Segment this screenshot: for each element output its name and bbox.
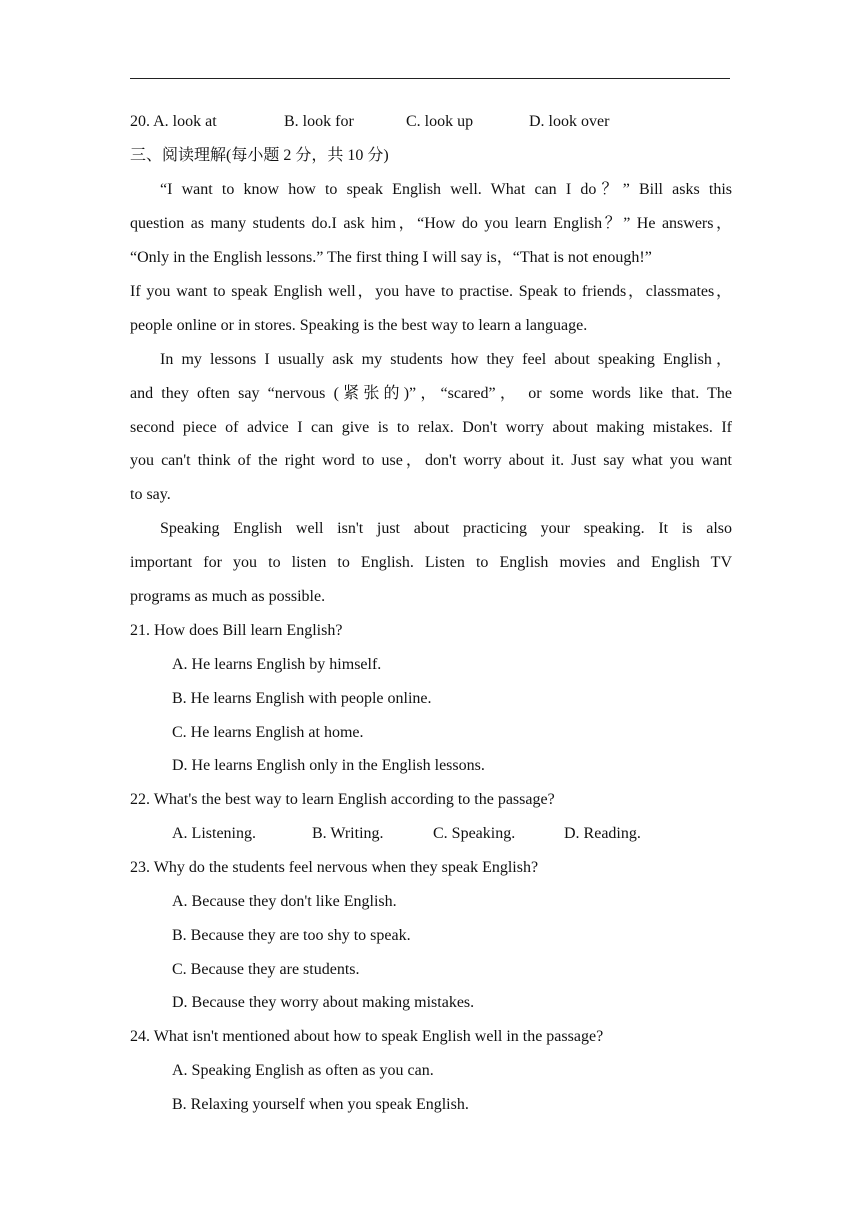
passage-line: In my lessons I usually ask my students how they feel about speaking English， [160, 351, 733, 368]
passage-line: second piece of advice I can give is to relax. Don't worry about making mistakes. If [130, 419, 732, 436]
header-rule [130, 78, 730, 79]
passage-line: If you want to speak English well，you have to practise. Speak to friends，classmates， [130, 283, 732, 300]
q22-stem: 22. What's the best way to learn English according to the passage? [130, 791, 555, 808]
q23-option-c: C. Because they are students. [172, 961, 360, 978]
q23-stem: 23. Why do the students feel nervous when they speak English? [130, 859, 539, 876]
passage-line: and they often say “nervous (紧张的)”，“scared”， or some words like that. The [130, 385, 732, 402]
q21-option-c: C. He learns English at home. [172, 724, 364, 741]
q24-stem: 24. What isn't mentioned about how to speak English well in the passage? [130, 1028, 604, 1045]
q23-option-d: D. Because they worry about making mistakes. [172, 994, 475, 1011]
q22-option-a: A. Listening. [172, 825, 256, 842]
q21-option-d: D. He learns English only in the English lessons. [172, 757, 485, 774]
passage-line: important for you to listen to English. Listen to English movies and English TV [130, 554, 732, 571]
q20-option-d: D. look over [529, 113, 610, 130]
q21-stem: 21. How does Bill learn English? [130, 622, 343, 639]
q24-option-b: B. Relaxing yourself when you speak English. [172, 1096, 469, 1113]
q20-option-a: 20. A. look at [130, 113, 217, 130]
q22-option-b: B. Writing. [312, 825, 384, 842]
q23-option-a: A. Because they don't like English. [172, 893, 397, 910]
passage-line: to say. [130, 486, 171, 503]
q21-option-a: A. He learns English by himself. [172, 656, 382, 673]
q24-option-a: A. Speaking English as often as you can. [172, 1062, 434, 1079]
q20-option-b: B. look for [284, 113, 354, 130]
passage-line: you can't think of the right word to use，don't worry about it. Just say what you want [130, 452, 732, 469]
q23-option-b: B. Because they are too shy to speak. [172, 927, 411, 944]
passage-line: question as many students do.I ask him，“How do you learn English？” He answers， [130, 215, 732, 232]
passage-line: people online or in stores. Speaking is the best way to learn a language. [130, 317, 588, 334]
passage-line: programs as much as possible. [130, 588, 326, 605]
q21-option-b: B. He learns English with people online. [172, 690, 432, 707]
passage-line: Speaking English well isn't just about practicing your speaking. It is also [160, 520, 732, 537]
passage-line: “Only in the English lessons.” The first thing I will say is，“That is not enough!” [130, 249, 652, 266]
q20-option-c: C. look up [406, 113, 474, 130]
q22-option-c: C. Speaking. [433, 825, 516, 842]
section-heading: 三、阅读理解(每小题 2 分，共 10 分) [130, 147, 389, 164]
q22-option-d: D. Reading. [564, 825, 641, 842]
passage-line: “I want to know how to speak English well. What can I do？” Bill asks this [160, 181, 732, 198]
